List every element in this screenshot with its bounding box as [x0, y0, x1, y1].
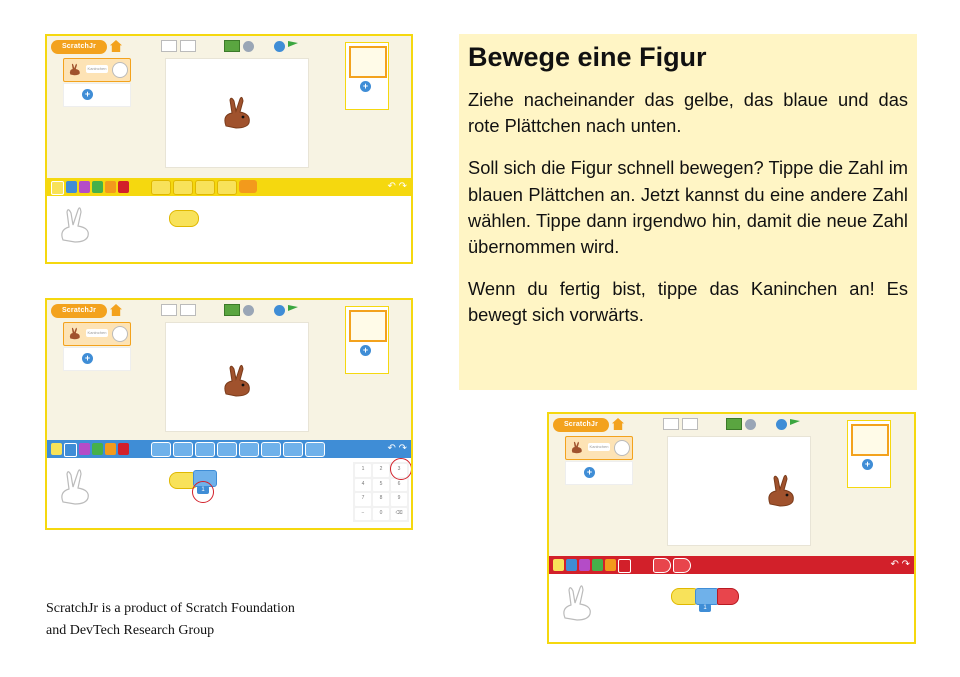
- stage-tools: [663, 418, 800, 430]
- rabbit-outline-icon: [559, 582, 599, 622]
- add-page-icon[interactable]: +: [862, 459, 873, 470]
- toolbar: [47, 300, 411, 440]
- rabbit-icon: [569, 440, 585, 454]
- rabbit-sprite[interactable]: [220, 95, 254, 129]
- move-right-block[interactable]: [151, 442, 171, 457]
- screenshot-trigger-palette: [45, 34, 413, 264]
- character-card[interactable]: [63, 322, 131, 346]
- numpad-key-6[interactable]: 6: [391, 479, 407, 492]
- start-on-bump-block[interactable]: [195, 180, 215, 195]
- category-triggers[interactable]: [51, 443, 62, 455]
- instruction-step-3: Wenn du fertig bist, tippe das Kaninchen an! Es bewegt sich vorwärts.: [468, 277, 908, 326]
- numpad-key-minus[interactable]: −: [355, 508, 371, 521]
- background-icon[interactable]: [224, 40, 240, 52]
- undo-icon[interactable]: ↶: [387, 443, 396, 454]
- fullscreen-icon[interactable]: [161, 40, 177, 52]
- amount-highlight-ring: [192, 481, 214, 503]
- block-palette: [47, 178, 411, 196]
- category-control[interactable]: [105, 181, 116, 193]
- programming-area[interactable]: [47, 458, 411, 528]
- character-name: Kaninchen: [589, 444, 609, 449]
- text-icon[interactable]: [243, 305, 254, 316]
- paint-editor-icon[interactable]: [112, 326, 128, 342]
- character-card[interactable]: [565, 436, 633, 460]
- stage[interactable]: [667, 436, 811, 546]
- end-block[interactable]: [653, 558, 671, 573]
- category-motion[interactable]: [66, 181, 77, 193]
- green-flag-icon[interactable]: [288, 41, 298, 51]
- numpad-key-1[interactable]: 1: [355, 464, 371, 477]
- redo-icon[interactable]: ↷: [398, 181, 407, 192]
- category-tabs: [553, 559, 631, 573]
- send-message-block[interactable]: [239, 180, 257, 193]
- background-icon[interactable]: [726, 418, 742, 430]
- turn-left-block[interactable]: [261, 442, 281, 457]
- motion-blocks: [151, 442, 325, 457]
- add-character-icon[interactable]: +: [584, 467, 595, 478]
- turn-right-block[interactable]: [239, 442, 259, 457]
- text-icon[interactable]: [745, 419, 756, 430]
- character-name: Kaninchen: [87, 330, 107, 335]
- end-script-block[interactable]: [717, 588, 739, 605]
- undo-icon[interactable]: ↶: [387, 181, 396, 192]
- instruction-step-2: Soll sich die Figur schnell bewegen? Tippe die Zahl im blauen Plättchen an. Jetzt kannst du eine andere Zahl wählen. Tippe dann irgendwo hin, damit die neue Zahl übernommen wird.: [468, 157, 908, 257]
- home-icon[interactable]: [612, 418, 624, 430]
- category-motion[interactable]: [64, 443, 77, 457]
- scratchjr-logo: ScratchJr: [51, 304, 107, 318]
- numpad-key-0[interactable]: 0: [373, 508, 389, 521]
- stage[interactable]: [165, 322, 309, 432]
- instruction-panel: [459, 34, 917, 390]
- character-list: [63, 58, 131, 107]
- move-right-script-block[interactable]: [695, 588, 719, 605]
- stage[interactable]: [165, 58, 309, 168]
- toolbar: [549, 414, 914, 556]
- start-on-green-flag-block[interactable]: [151, 180, 171, 195]
- category-control[interactable]: [105, 443, 116, 455]
- rabbit-outline-icon: [57, 204, 97, 244]
- stop-block[interactable]: [217, 180, 237, 195]
- go-home-block[interactable]: [305, 442, 325, 457]
- undo-redo: [890, 559, 910, 570]
- numpad-key-9[interactable]: 9: [391, 493, 407, 506]
- add-character-icon[interactable]: +: [82, 89, 93, 100]
- page-sorter: [847, 420, 891, 488]
- rabbit-outline-icon: [57, 466, 97, 506]
- add-character-icon[interactable]: +: [82, 353, 93, 364]
- category-control[interactable]: [605, 559, 616, 571]
- green-flag-icon[interactable]: [288, 305, 298, 315]
- reset-icon[interactable]: [274, 305, 285, 316]
- grid-icon[interactable]: [180, 304, 196, 316]
- undo-icon[interactable]: ↶: [890, 559, 899, 570]
- numpad-delete-icon[interactable]: ⌫: [391, 508, 407, 521]
- move-amount[interactable]: 1: [699, 604, 711, 612]
- rabbit-sprite[interactable]: [764, 473, 798, 507]
- instruction-step-1: Ziehe nacheinander das gelbe, das blaue und das rote Plättchen nach unten.: [468, 89, 908, 137]
- move-amount[interactable]: 1: [197, 486, 209, 494]
- programming-area[interactable]: [47, 196, 411, 262]
- stage-tools: [161, 304, 298, 316]
- undo-redo: [387, 443, 407, 454]
- numpad-highlight-ring: [390, 458, 412, 480]
- home-icon[interactable]: [110, 304, 122, 316]
- credit-text: [46, 598, 295, 642]
- category-tabs: [51, 181, 129, 195]
- scratchjr-logo: ScratchJr: [553, 418, 609, 432]
- add-page-icon[interactable]: +: [360, 345, 371, 356]
- trigger-blocks: [151, 180, 257, 195]
- add-character-slot: [63, 83, 131, 107]
- page-sorter: [345, 42, 389, 110]
- category-tabs: [51, 443, 129, 457]
- fullscreen-icon[interactable]: [663, 418, 679, 430]
- rabbit-icon: [67, 62, 83, 76]
- programming-area[interactable]: [549, 574, 914, 642]
- screenshot-motion-palette: [45, 298, 413, 530]
- block-palette: [47, 440, 411, 458]
- grid-icon[interactable]: [682, 418, 698, 430]
- category-end[interactable]: [618, 559, 631, 573]
- category-looks[interactable]: [79, 443, 90, 455]
- move-up-block[interactable]: [195, 442, 215, 457]
- reset-icon[interactable]: [776, 419, 787, 430]
- character-list: [565, 436, 633, 485]
- category-end[interactable]: [118, 181, 129, 193]
- start-on-tap-script-block[interactable]: [169, 210, 199, 227]
- character-card[interactable]: [63, 58, 131, 82]
- grid-icon[interactable]: [180, 40, 196, 52]
- numpad-key-4[interactable]: 4: [355, 479, 371, 492]
- numpad-key-5[interactable]: 5: [373, 479, 389, 492]
- hop-block[interactable]: [283, 442, 303, 457]
- category-triggers[interactable]: [51, 181, 64, 195]
- numpad-key-2[interactable]: 2: [373, 464, 389, 477]
- move-left-block[interactable]: [173, 442, 193, 457]
- page-thumbnail[interactable]: [349, 46, 387, 78]
- green-flag-icon[interactable]: [790, 419, 800, 429]
- page-thumbnail[interactable]: [349, 310, 387, 342]
- rabbit-icon: [67, 326, 83, 340]
- category-sound[interactable]: [592, 559, 603, 571]
- end-blocks: [653, 558, 691, 573]
- stage-tools: [161, 40, 298, 52]
- page-sorter: [345, 306, 389, 374]
- rabbit-sprite[interactable]: [220, 363, 254, 397]
- character-name: Kaninchen: [87, 66, 107, 71]
- numpad-key-8[interactable]: 8: [373, 493, 389, 506]
- reset-icon[interactable]: [274, 41, 285, 52]
- category-end[interactable]: [118, 443, 129, 455]
- fullscreen-icon[interactable]: [161, 304, 177, 316]
- instruction-title: Bewege eine Figur: [468, 42, 707, 72]
- add-character-slot: [565, 461, 633, 485]
- text-icon[interactable]: [243, 41, 254, 52]
- start-on-tap-block[interactable]: [173, 180, 193, 195]
- screenshot-end-palette: [547, 412, 916, 644]
- paint-editor-icon[interactable]: [112, 62, 128, 78]
- toolbar: [47, 36, 411, 178]
- category-looks[interactable]: [79, 181, 90, 193]
- numpad-key-3[interactable]: 3: [391, 464, 407, 477]
- repeat-forever-block[interactable]: [673, 558, 691, 573]
- category-motion[interactable]: [566, 559, 577, 571]
- redo-icon[interactable]: ↷: [901, 559, 910, 570]
- category-triggers[interactable]: [553, 559, 564, 571]
- block-palette: [549, 556, 914, 574]
- move-down-block[interactable]: [217, 442, 237, 457]
- undo-redo: [387, 181, 407, 192]
- paint-editor-icon[interactable]: [614, 440, 630, 456]
- numpad-key-7[interactable]: 7: [355, 493, 371, 506]
- category-looks[interactable]: [579, 559, 590, 571]
- character-list: [63, 322, 131, 371]
- credit-line-1: ScratchJr is a product of Scratch Foundation: [46, 601, 295, 616]
- home-icon[interactable]: [110, 40, 122, 52]
- background-icon[interactable]: [224, 304, 240, 316]
- category-sound[interactable]: [92, 181, 103, 193]
- credit-line-2: and DevTech Research Group: [46, 623, 215, 638]
- category-sound[interactable]: [92, 443, 103, 455]
- scratchjr-logo: ScratchJr: [51, 40, 107, 54]
- add-page-icon[interactable]: +: [360, 81, 371, 92]
- redo-icon[interactable]: ↷: [398, 443, 407, 454]
- page-thumbnail[interactable]: [851, 424, 889, 456]
- add-character-slot: [63, 347, 131, 371]
